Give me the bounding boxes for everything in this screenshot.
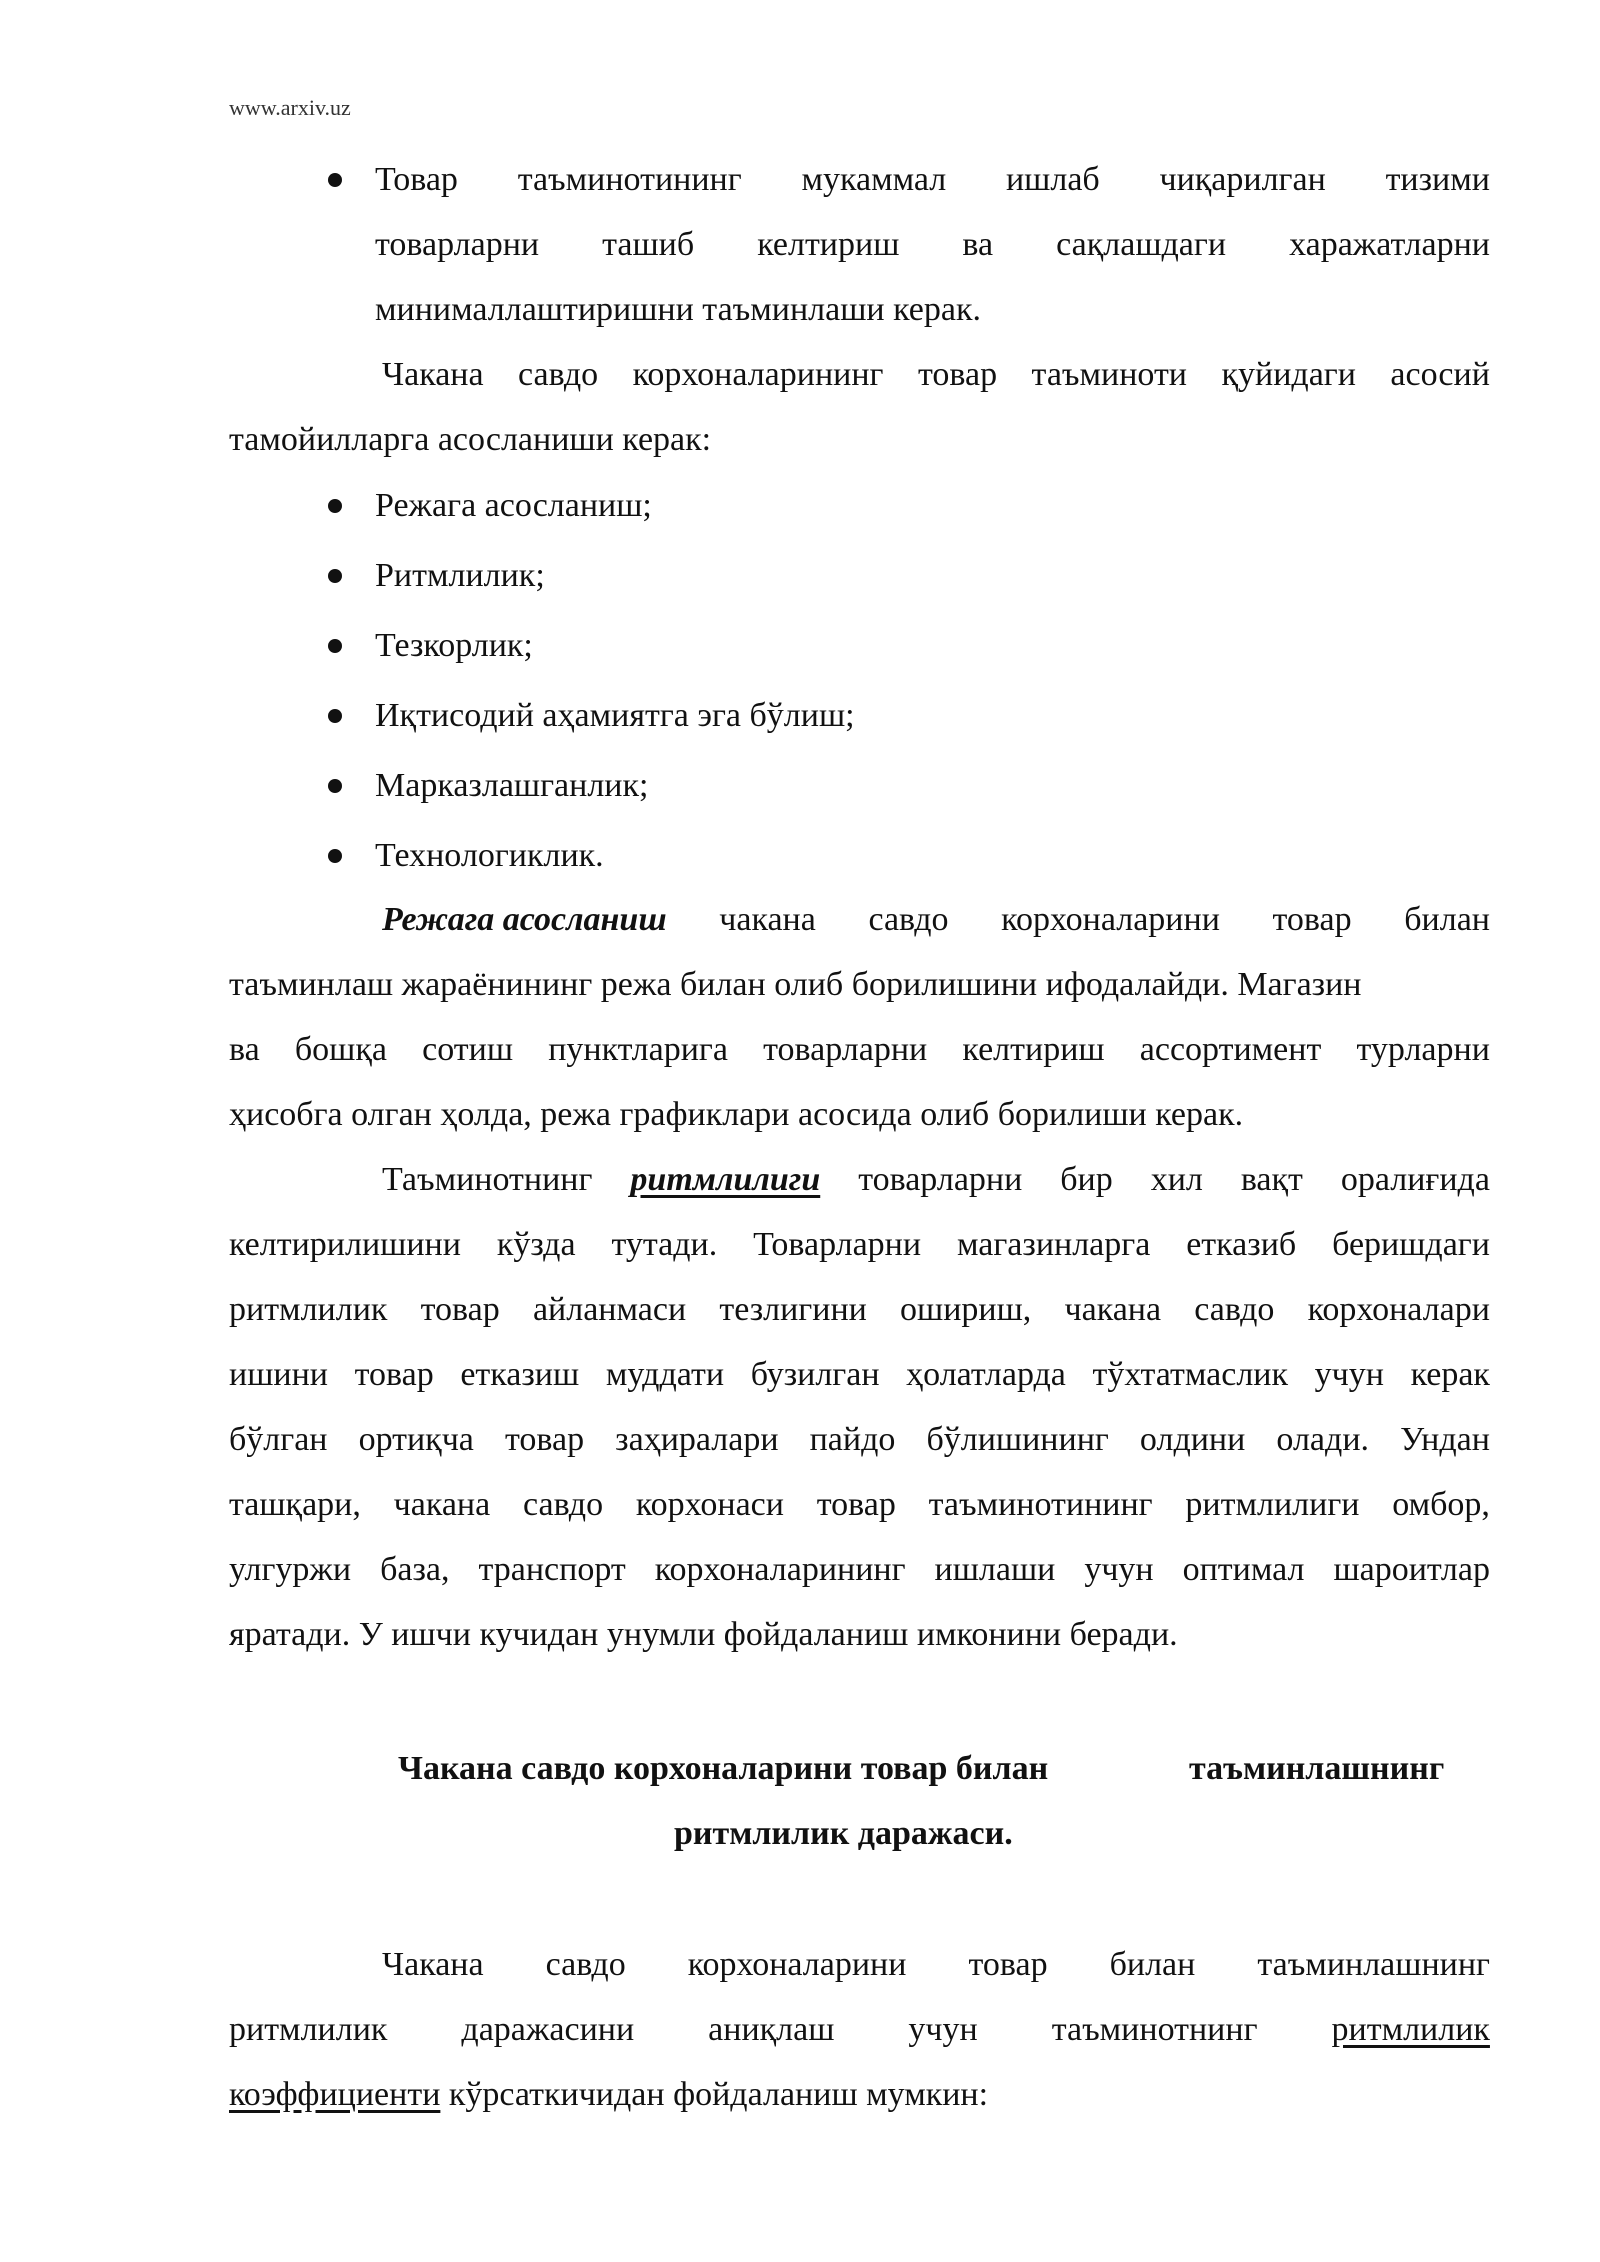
principles-intro-line-1: Чакана савдо корхоналарининг товар таъминоти қуйидаги асосий xyxy=(382,356,1490,393)
bullet-icon xyxy=(328,709,342,723)
section-heading-part-2: таъминлашнинг xyxy=(1189,1750,1445,1787)
final-para-line-1: Чакана савдо корхоналарини товар билан таъминлашнинг xyxy=(382,1946,1490,1983)
bullet-intro-line-1: Товар таъминотининг мукаммал ишлаб чиқарилган тизими xyxy=(375,161,1490,198)
principle-item: Технологиклик. xyxy=(375,837,604,874)
plan-term: Режага асосланиш xyxy=(382,901,667,938)
rhythm-para-line-6: ташқари, чакана савдо корхонаси товар таъминотининг ритмлилиги омбор, xyxy=(229,1486,1490,1523)
bullet-intro-line-2: товарларни ташиб келтириш ва сақлашдаги харажатларни xyxy=(375,226,1490,263)
bullet-icon xyxy=(328,779,342,793)
bullet-icon xyxy=(328,639,342,653)
rhythm-para-line-7: улгуржи база, транспорт корхоналарининг ишлаши учун оптимал шароитлар xyxy=(229,1551,1490,1588)
final-para-line-3: коэффициенти кўрсаткичидан фойдаланиш мумкин: xyxy=(229,2076,989,2113)
plan-para-line-3: ва бошқа сотиш пунктларига товарларни келтириш ассортимент турларни xyxy=(229,1031,1490,1068)
rhythm-coef-term: ритмлилик xyxy=(1331,2011,1490,2048)
bullet-icon xyxy=(328,499,342,513)
rhythm-para-line-8: яратади. У ишчи кучидан унумли фойдаланиш имконини беради. xyxy=(229,1616,1178,1653)
principle-item: Режага асосланиш; xyxy=(375,487,652,524)
bullet-icon xyxy=(328,173,342,187)
bullet-icon xyxy=(328,849,342,863)
rhythm-term: ритмлилиги xyxy=(630,1161,821,1198)
bullet-icon xyxy=(328,569,342,583)
principle-item: Ритмлилик; xyxy=(375,557,545,594)
section-heading-line-2: ритмлилик даражаси. xyxy=(674,1815,1013,1852)
final-para-line-2: ритмлилик даражасини аниқлаш учун таъминотнинг ритмлилик xyxy=(229,2011,1490,2048)
rhythm-para-line-5: бўлган ортиқча товар заҳиралари пайдо бўлишининг олдини олади. Ундан xyxy=(229,1421,1490,1458)
plan-para-line-2: таъминлаш жараёнининг режа билан олиб борилишини ифодалайди. Магазин xyxy=(229,966,1362,1003)
rhythm-para-line-2: келтирилишини кўзда тутади. Товарларни магазинларга етказиб беришдаги xyxy=(229,1226,1490,1263)
rhythm-para-line-1: Таъминотнинг ритмлилиги товарларни бир хил вақт оралиғида xyxy=(382,1161,1490,1198)
rhythm-para-line-4: ишини товар етказиш муддати бузилган ҳолатларда тўхтатмаслик учун керак xyxy=(229,1356,1490,1393)
section-heading-part-1: Чакана савдо корхоналарини товар билан xyxy=(398,1750,1049,1787)
principle-item: Иқтисодий аҳамиятга эга бўлиш; xyxy=(375,697,855,734)
plan-para-line-1: Режага асосланиш чакана савдо корхоналарини товар билан xyxy=(382,901,1490,938)
site-header: www.arxiv.uz xyxy=(229,95,351,120)
principle-item: Марказлашганлик; xyxy=(375,767,649,804)
plan-para-line-4: ҳисобга олган ҳолда, режа графиклари асосида олиб борилиши керак. xyxy=(229,1096,1244,1133)
bullet-intro-line-3: минималлаштиришни таъминлаши керак. xyxy=(375,291,981,328)
principle-item: Тезкорлик; xyxy=(375,627,533,664)
rhythm-para-line-3: ритмлилик товар айланмаси тезлигини ошириш, чакана савдо корхоналари xyxy=(229,1291,1490,1328)
principles-intro-line-2: тамойилларга асосланиши керак: xyxy=(229,421,712,458)
